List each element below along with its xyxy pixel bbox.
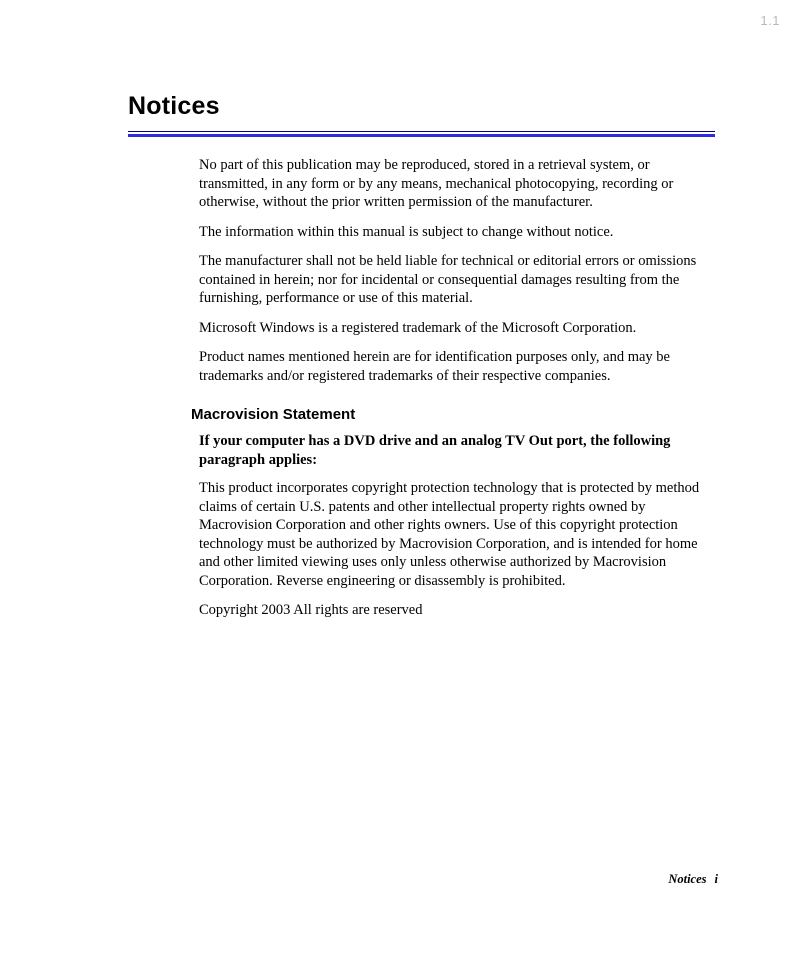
page-footer <box>0 872 802 887</box>
macrovision-bold-intro: If your computer has a DVD drive and an analog TV Out port, the following paragraph applies: <box>199 433 671 468</box>
footer-label: Notices <box>668 872 707 886</box>
notice-paragraph: Product names mentioned herein are for identification purposes only, and may be trademarks and/or registered trademarks of their respective companies. <box>199 349 670 384</box>
notice-paragraph: The information within this manual is subject to change without notice. <box>199 223 614 240</box>
page-title: Notices <box>128 92 220 120</box>
section-heading-macrovision: Macrovision Statement <box>191 406 356 423</box>
copyright-line: Copyright 2003 All rights are reserved <box>199 602 423 618</box>
notice-paragraph: Microsoft Windows is a registered trademark of the Microsoft Corporation. <box>199 319 637 336</box>
macrovision-body-paragraph: This product incorporates copyright protection technology that is protected by method claims of certain U.S. patents and other intellectual property rights owned by Macrovision Corporation and other rights owners. Use of this copyright protection technology must be authorized by Macrovision Corporation, and is intended for home and other limited viewing uses only unless otherwise authorized by Macrovision Corporation. Reverse engineering or disassembly is prohibited. <box>199 480 700 589</box>
page-corner-mark: 1.1 <box>760 13 780 28</box>
notice-paragraph: No part of this publication may be reproduced, stored in a retrieval system, or transmitted, in any form or by any means, mechanical photocopying, recording or otherwise, without the prior written permission of the manufacturer. <box>199 157 674 210</box>
footer-page-number: i <box>714 872 718 886</box>
notices-body <box>191 137 715 620</box>
page-content <box>128 92 718 631</box>
notice-paragraph: The manufacturer shall not be held liable for technical or editorial errors or omissions contained in herein; nor for incidental or consequential damages resulting from the furnishing, performance or use of this material. <box>199 253 697 306</box>
